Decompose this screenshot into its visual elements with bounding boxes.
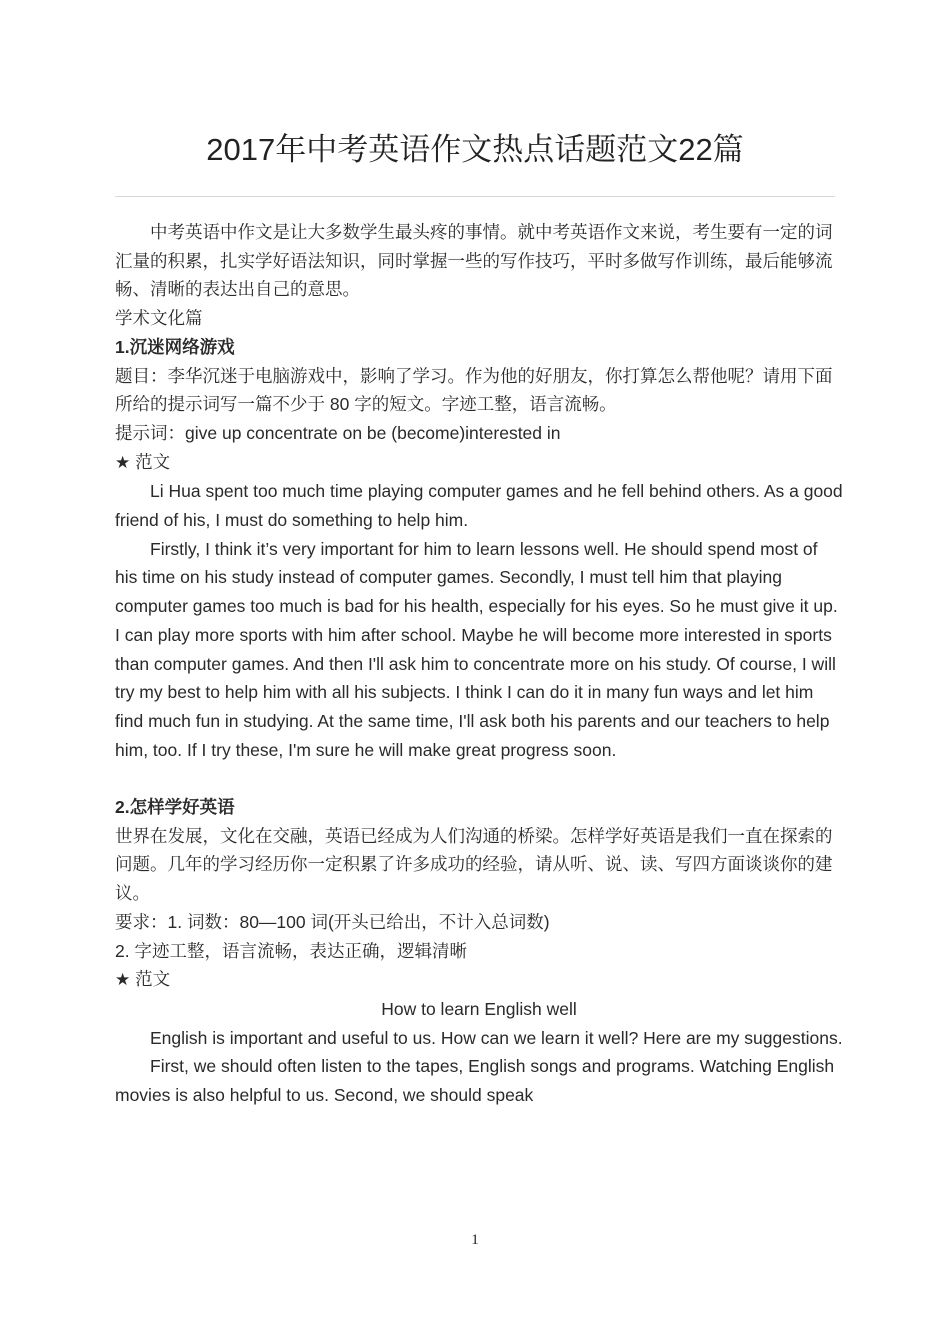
category-label: 学术文化篇	[115, 308, 203, 329]
sample-label-text: 范文	[135, 451, 171, 472]
document-body	[115, 218, 843, 1110]
star-icon: ★	[115, 452, 131, 472]
section-heading: 2.怎样学好英语	[115, 797, 235, 818]
sample-label-text: 范文	[135, 969, 171, 990]
section-hints: 提示词：give up concentrate on be (become)interested in	[115, 422, 561, 443]
section-spacer	[115, 764, 843, 793]
essay-paragraph: First, we should often listen to the tapes, English songs and programs. Watching English movies is also helpful to us. Second, we should speak	[115, 1056, 835, 1106]
star-icon: ★	[115, 970, 131, 990]
section-prompt: 世界在发展，文化在交融，英语已经成为人们沟通的桥梁。怎样学好英语是我们一直在探索的问题。几年的学习经历你一定积累了许多成功的经验，请从听、说、读、写四方面谈谈你的建议。	[115, 825, 833, 904]
section-prompt: 题目：李华沉迷于电脑游戏中，影响了学习。作为他的好朋友，你打算怎么帮他呢？请用下面所给的提示词写一篇不少于 80 字的短文。字迹工整，语言流畅。	[115, 365, 833, 415]
section-requirement: 要求：1. 词数：80—100 词(开头已给出，不计入总词数)	[115, 911, 550, 932]
essay-paragraph: English is important and useful to us. How can we learn it well? Here are my suggestions.	[150, 1027, 843, 1048]
sample-label	[115, 448, 843, 478]
essay-paragraph: Li Hua spent too much time playing computer games and he fell behind others. As a good friend of his, I must do something to help him.	[115, 481, 843, 531]
page-number: 1	[471, 1232, 479, 1248]
essay-title: How to learn English well	[381, 998, 577, 1019]
essay-paragraph: Firstly, I think it’s very important for him to learn lessons well. He should spend most of his time on his study instead of computer games. Secondly, I must tell him that playing computer games too much is bad for his health, especially for his eyes. So he must give it up. I can play more sports with him after school. Maybe he will become more interested in sports than computer games. And then I'll ask him to concentrate more on his study. Of course, I will try my best to help him with all his subjects. I think I can do it in many fun ways and let him find much fun in studying. At the same time, I'll ask both his parents and our teachers to help him, too. If I try these, I'm sure he will make great progress soon.	[115, 538, 838, 760]
sample-label	[115, 965, 843, 995]
intro-paragraph: 中考英语中作文是让大多数学生最头疼的事情。就中考英语作文来说，考生要有一定的词汇量的积累，扎实学好语法知识，同时掌握一些的写作技巧，平时多做写作训练，最后能够流畅、清晰的表达出自己的意思。	[115, 222, 833, 300]
page-title: 2017年中考英语作文热点话题范文22篇	[206, 132, 744, 167]
section-heading: 1.沉迷网络游戏	[115, 336, 235, 357]
title-divider	[115, 196, 835, 197]
section-requirement: 2. 字迹工整，语言流畅，表达正确，逻辑清晰	[115, 940, 467, 961]
